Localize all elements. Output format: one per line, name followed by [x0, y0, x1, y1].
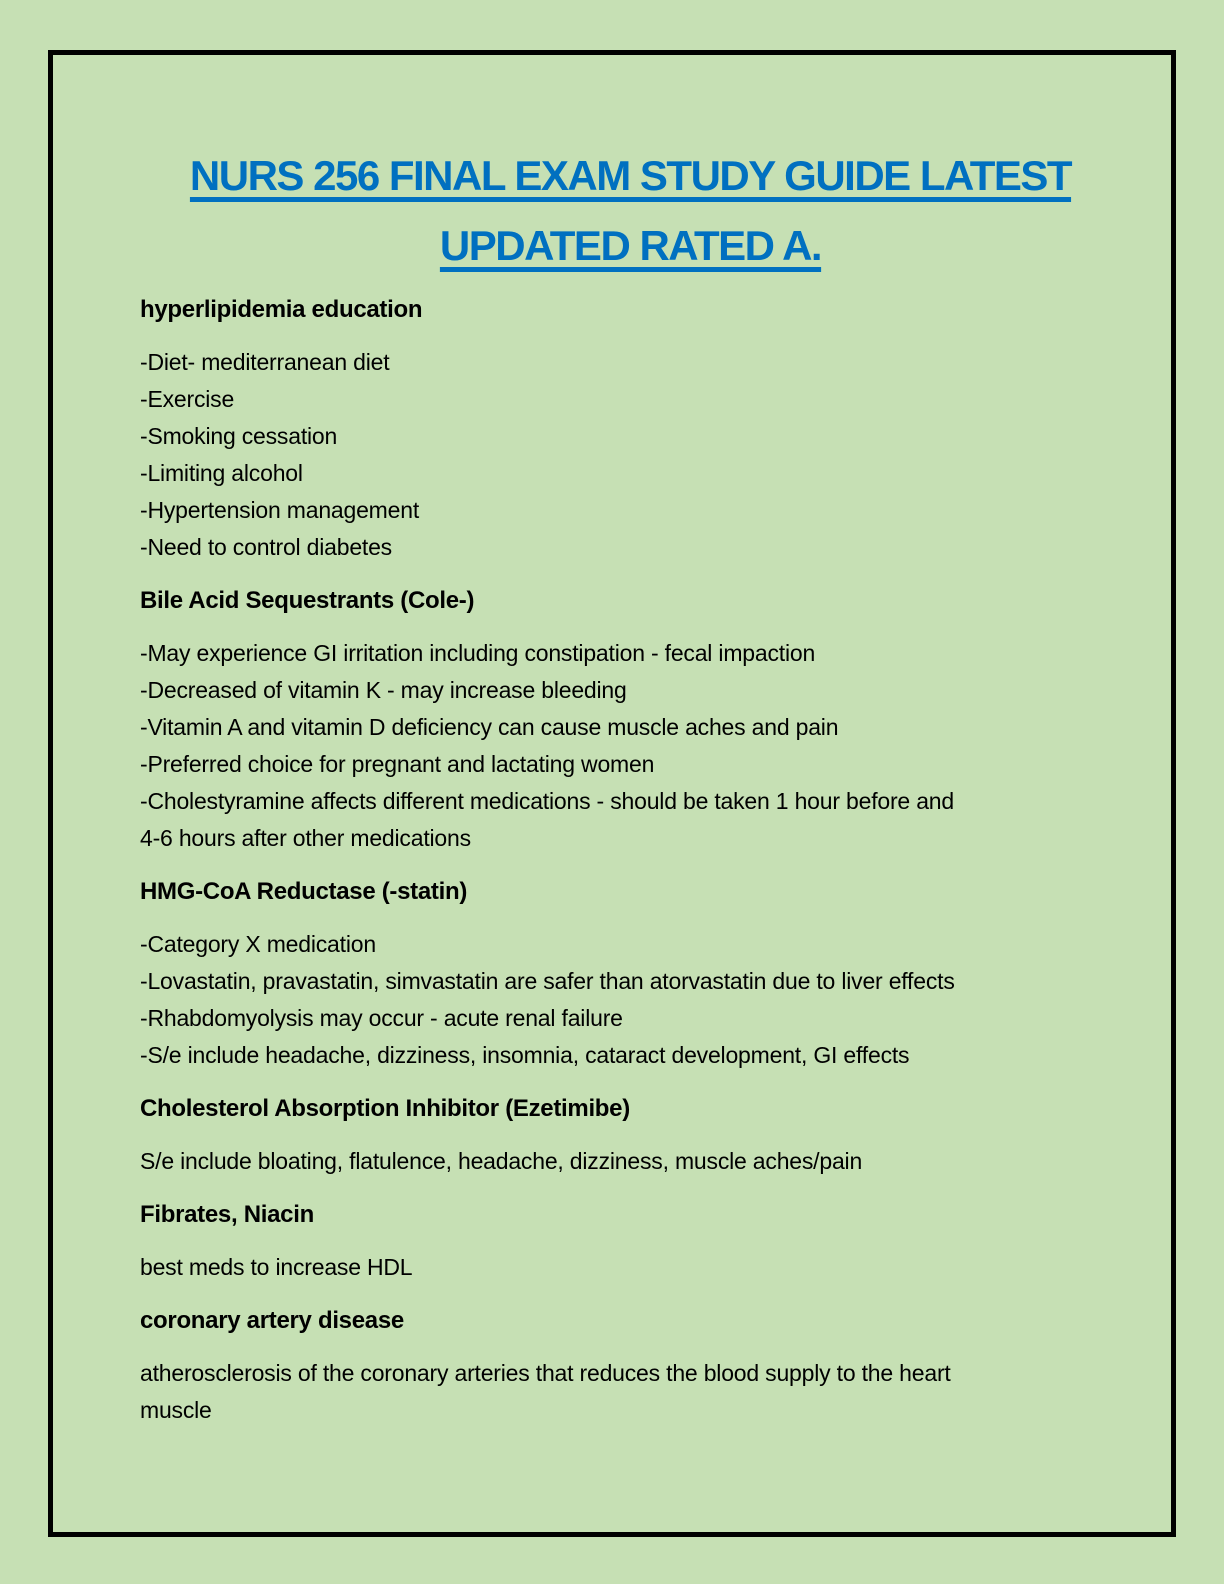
text-line: -Need to control diabetes — [140, 534, 392, 560]
text-line: -Cholestyramine affects different medications - should be taken 1 hour before and — [140, 788, 954, 814]
section-paragraph — [140, 344, 1121, 566]
text-line: S/e include bloating, flatulence, headache, dizziness, muscle aches/pain — [140, 1148, 863, 1174]
section-heading: Fibrates, Niacin — [140, 1201, 314, 1228]
section-paragraph — [140, 635, 1121, 857]
text-line: -Vitamin A and vitamin D deficiency can cause muscle aches and pain — [140, 714, 839, 740]
section-hmg-coa-reductase — [140, 873, 1121, 1074]
section-coronary-artery-disease — [140, 1302, 1121, 1429]
section-bile-acid-sequestrants — [140, 582, 1121, 857]
section-heading: Bile Acid Sequestrants (Cole-) — [140, 587, 475, 614]
text-line: -Limiting alcohol — [140, 460, 303, 486]
section-fibrates-niacin — [140, 1196, 1121, 1286]
text-line: -Preferred choice for pregnant and lactating women — [140, 751, 655, 777]
text-line: -Exercise — [140, 386, 235, 412]
text-line: -Lovastatin, pravastatin, simvastatin are safer than atorvastatin due to liver effects — [140, 968, 955, 994]
section-heading: Cholesterol Absorption Inhibitor (Ezetimibe) — [140, 1095, 630, 1122]
text-line: -Smoking cessation — [140, 423, 338, 449]
section-paragraph — [140, 1355, 1121, 1429]
text-line: -Decreased of vitamin K - may increase bleeding — [140, 677, 627, 703]
section-heading: coronary artery disease — [140, 1307, 404, 1334]
text-line: -Rhabdomyolysis may occur - acute renal failure — [140, 1005, 623, 1031]
text-line: muscle — [140, 1397, 212, 1423]
section-paragraph — [140, 1249, 1121, 1286]
text-line: -S/e include headache, dizziness, insomnia, cataract development, GI effects — [140, 1042, 910, 1068]
section-heading: HMG-CoA Reductase (-statin) — [140, 878, 468, 905]
title-line-2: UPDATED RATED A. — [439, 222, 822, 269]
title-line-1: NURS 256 FINAL EXAM STUDY GUIDE LATEST — [189, 152, 1072, 199]
section-paragraph — [140, 926, 1121, 1074]
text-line: -Category X medication — [140, 931, 376, 957]
section-hyperlipidemia-education — [140, 291, 1121, 566]
section-paragraph — [140, 1143, 1121, 1180]
section-heading: hyperlipidemia education — [140, 296, 423, 323]
text-line: 4-6 hours after other medications — [140, 825, 471, 851]
text-line: best meds to increase HDL — [140, 1254, 413, 1280]
page-border — [48, 50, 1176, 1537]
text-line: -Hypertension management — [140, 497, 420, 523]
document-title — [140, 141, 1121, 281]
text-line: atherosclerosis of the coronary arteries that reduces the blood supply to the heart — [140, 1360, 951, 1386]
text-line: -May experience GI irritation including constipation - fecal impaction — [140, 640, 816, 666]
text-line: -Diet- mediterranean diet — [140, 349, 390, 375]
section-cholesterol-absorption-inhibitor — [140, 1090, 1121, 1180]
